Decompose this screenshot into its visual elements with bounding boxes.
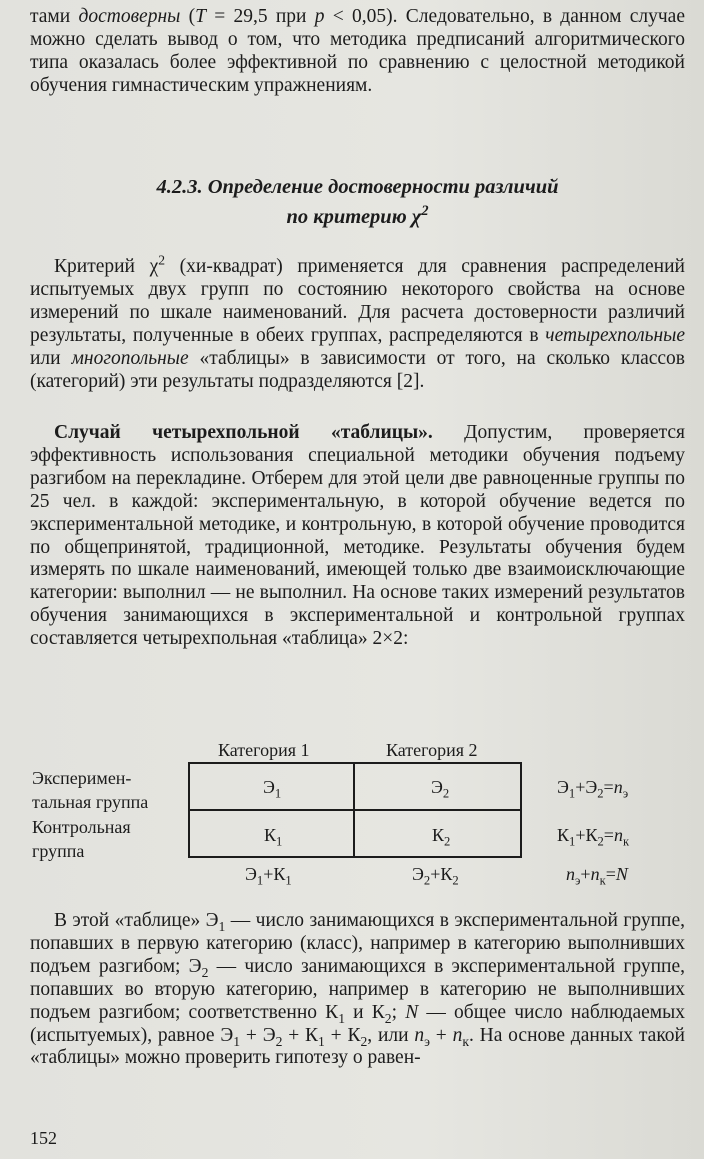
text-run-italic: четырехпольные — [545, 324, 685, 346]
cell-e2: $Э_2$ — [431, 777, 450, 801]
paragraph-intro — [30, 6, 685, 98]
grid-divider — [353, 764, 355, 856]
superscript: 2 — [158, 252, 166, 268]
grid-divider — [190, 809, 520, 811]
text-run-italic: p — [314, 6, 325, 27]
paragraph-table-explanation: В этой «таблице» $Э_1$ — число занимающихся в экспериментальной группе, попавших в первую категорию (класс), например в категорию выполнивших подъем разгибом; $Э_2$ — число занимающихся в экспериментальной группе, попавших во вторую категорию, например в категорию не выполнивших подъем разгибом; соответственно $К_1$ и $К_2$; N — общее число наблюдаемых (испытуемых), равное $Э_1 + Э_2 + К_1 + К_2$, или $n_э + n_к$. На основе данных такой «таблицы» можно проверить гипотезу о равен- — [30, 910, 685, 1069]
row-label-experimental-a: Эксперимен- — [32, 768, 132, 788]
row-label-control-b: группа — [32, 841, 85, 861]
paragraph-chi-square — [30, 252, 685, 393]
text-run: Критерий χ — [54, 256, 159, 277]
paragraph-four-field-case — [30, 422, 685, 651]
cell-k2: $К_2$ — [432, 825, 451, 849]
page-number: 152 — [30, 1128, 57, 1148]
row-label-control-a: Контрольная — [32, 817, 131, 837]
text-run-italic: многопольные — [71, 347, 189, 369]
text-run: = 29,5 при — [205, 6, 315, 27]
text-run: (хи-квадрат) применяется для сравнения распределений испытуемых двух групп по состоянию некоторого свойства на основе измерений по шкале наименований. Для расчета достоверности различий результаты, полученные в обеих группах, распределяются в — [30, 256, 685, 346]
text-run: по критерию χ — [286, 206, 422, 228]
text-run: «таблицы» в зависимости от того, на сколько классов (категорий) эти результаты подразделяются [2]. — [30, 347, 685, 392]
text-run: тами — [30, 6, 79, 27]
column-header-2: Категория 2 — [386, 740, 478, 760]
text-run-bold: Случай четырехпольной «таблицы». — [54, 422, 433, 443]
row-label-experimental-b: тальная группа — [32, 792, 149, 812]
text-run-italic: T — [195, 6, 206, 27]
row-total-experimental: $Э_1+Э_2=n_э$ — [557, 777, 629, 801]
section-heading — [30, 172, 685, 232]
text-run: Допустим, проверяется эффективность использования специальной методики обучения подъему разгибом на перекладине. Отберем для этой цели две равноценные группы по 25 чел. в каждой: экспериментальную, в которой обучение ведется по экспериментальной методике, и контрольную, в которой обучение проводится по общепринятой, традиционной, методике. Результаты обучения будем измерять по шкале наименований, имеющей только две взаимоисключающие категории: выполнил — не выполнил. На основе таких измерений результатов обучения занимающихся в экспериментальной и контрольной группах составляется четырехпольная «таблица» 2×2: — [30, 422, 685, 650]
grand-total: $n_э+n_к=N$ — [566, 864, 628, 888]
text-run: < 0,05). Следовательно, в данном случае можно сделать вывод о том, что методика предписаний алгоритмического типа оказалась более эффективной по сравнению с целостной методикой обучения гимнастическим упражнениям. — [30, 6, 685, 96]
cell-k1: $К_1$ — [264, 825, 283, 849]
superscript: 2 — [421, 203, 429, 220]
table-grid — [188, 762, 522, 858]
text-run: или — [30, 347, 72, 369]
cell-e1: $Э_1$ — [263, 777, 282, 801]
column-header-1: Категория 1 — [218, 740, 310, 760]
text-run: ( — [180, 6, 196, 27]
section-heading-line — [30, 202, 685, 232]
text-run-italic: достоверны — [78, 6, 181, 27]
section-heading-line: 4.2.3. Определение достоверности различий — [156, 176, 559, 198]
column-total-1: $Э_1+К_1$ — [245, 864, 292, 888]
column-total-2: $Э_2+К_2$ — [412, 864, 459, 888]
row-total-control: $К_1+К_2=n_к$ — [557, 825, 630, 849]
